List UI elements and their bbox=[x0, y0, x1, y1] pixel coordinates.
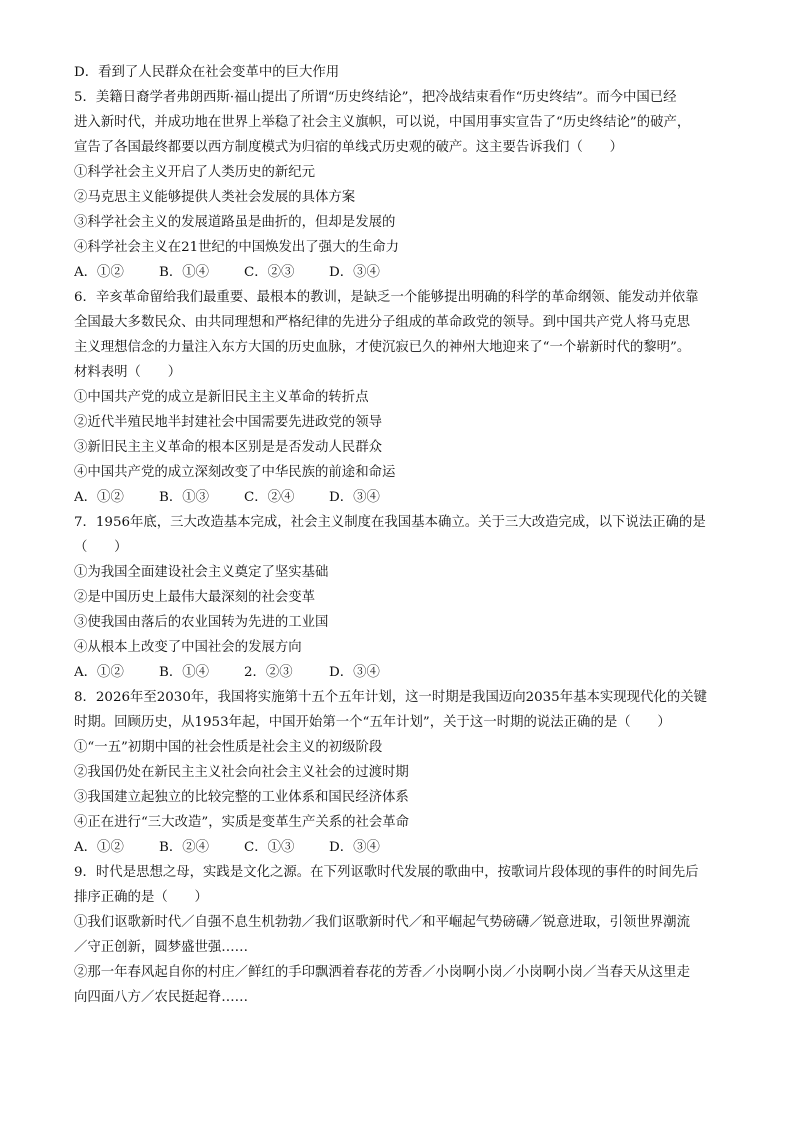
q8-stem-line: 8．2026年至2030年，我国将实施第十五个五年计划，这一时期是我国迈向2035年基本实现现代化的关键 bbox=[74, 690, 707, 705]
q5-statement-4: ④科学社会主义在21世纪的中国焕发出了强大的生命力 bbox=[74, 240, 400, 255]
q5-choice-b[interactable]: B．①④ bbox=[159, 265, 210, 280]
q6-statement-1: ①中国共产党的成立是新旧民主主义革命的转折点 bbox=[74, 390, 369, 405]
q6-choice-d[interactable]: D．③④ bbox=[329, 490, 380, 505]
question-6 bbox=[74, 285, 734, 510]
q9-lyric-line: ／守正创新，圆梦盛世强…… bbox=[74, 940, 249, 955]
q6-statement-2: ②近代半殖民地半封建社会中国需要先进政党的领导 bbox=[74, 415, 382, 430]
q9-lyric-line: ①我们讴歌新时代／自强不息生机勃勃／我们讴歌新时代／和平崛起气势磅礴／锐意进取，引领世界潮流 bbox=[74, 915, 690, 930]
q5-choice-d[interactable]: D．③④ bbox=[329, 265, 380, 280]
q6-choices bbox=[74, 485, 734, 510]
q6-stem-line: 全国最大多数民众、由共同理想和严格纪律的先进分子组成的革命政党的领导。到中国共产党人将马克思 bbox=[74, 315, 690, 330]
question-list bbox=[74, 60, 734, 1010]
question-5 bbox=[74, 85, 734, 285]
q8-choice-b[interactable]: B．②④ bbox=[159, 840, 210, 855]
q7-statement-3: ③使我国由落后的农业国转为先进的工业国 bbox=[74, 615, 329, 630]
q6-choice-a[interactable]: A．①② bbox=[74, 490, 124, 505]
q5-statement-1: ①科学社会主义开启了人类历史的新纪元 bbox=[74, 165, 316, 180]
q7-choice-d[interactable]: D．③④ bbox=[329, 665, 380, 680]
q7-statement-4: ④从根本上改变了中国社会的发展方向 bbox=[74, 640, 302, 655]
q8-statement-4: ④正在进行“三大改造”，实质是变革生产关系的社会革命 bbox=[74, 815, 410, 830]
q7-choices bbox=[74, 660, 734, 685]
q9-stem-line: 9．时代是思想之母，实践是文化之源。在下列讴歌时代发展的歌曲中，按歌词片段体现的事件的时间先后 bbox=[74, 865, 699, 880]
question-9 bbox=[74, 860, 734, 1010]
q7-choice-b[interactable]: B．①④ bbox=[159, 665, 210, 680]
q8-choice-a[interactable]: A．①② bbox=[74, 840, 124, 855]
q7-stem-line: （ ） bbox=[74, 540, 128, 555]
q7-choice-a[interactable]: A．①② bbox=[74, 665, 124, 680]
q4-option-d: D．看到了人民群众在社会变革中的巨大作用 bbox=[74, 65, 340, 80]
q8-statement-3: ③我国建立起独立的比较完整的工业体系和国民经济体系 bbox=[74, 790, 409, 805]
q5-statement-2: ②马克思主义能够提供人类社会发展的具体方案 bbox=[74, 190, 356, 205]
q6-choice-c[interactable]: C．②④ bbox=[244, 490, 295, 505]
q7-stem-line: 7．1956年底，三大改造基本完成，社会主义制度在我国基本确立。关于三大改造完成，以下说法正确的是 bbox=[74, 515, 706, 530]
q6-stem-line: 主义理想信念的力量注入东方大国的历史血脉，才使沉寂已久的神州大地迎来了“一个崭新时代的黎明”。 bbox=[74, 340, 691, 355]
q9-stem-line: 排序正确的是（ ） bbox=[74, 890, 208, 905]
q8-choice-c[interactable]: C．①③ bbox=[244, 840, 295, 855]
q8-choice-d[interactable]: D．③④ bbox=[329, 840, 380, 855]
q8-statement-2: ②我国仍处在新民主主义社会向社会主义社会的过渡时期 bbox=[74, 765, 409, 780]
q6-statement-4: ④中国共产党的成立深刻改变了中华民族的前途和命运 bbox=[74, 465, 396, 480]
q5-choices bbox=[74, 260, 734, 285]
q8-stem-line: 时期。回顾历史，从1953年起，中国开始第一个“五年计划”，关于这一时期的说法正确的是（ ） bbox=[74, 715, 671, 730]
question-8 bbox=[74, 685, 734, 860]
q7-statement-2: ②是中国历史上最伟大最深刻的社会变革 bbox=[74, 590, 316, 605]
q5-choice-a[interactable]: A．①② bbox=[74, 265, 124, 280]
q5-choice-c[interactable]: C．②③ bbox=[244, 265, 295, 280]
q7-choice-c[interactable]: 2．②③ bbox=[244, 665, 293, 680]
q5-stem-line: 进入新时代，并成功地在世界上举稳了社会主义旗帜，可以说，中国用事实宣告了“历史终结论”的破产， bbox=[74, 115, 691, 130]
q6-statement-3: ③新旧民主主义革命的根本区别是是否发动人民群众 bbox=[74, 440, 382, 455]
q6-stem-line: 材料表明（ ） bbox=[74, 365, 182, 380]
question-7 bbox=[74, 510, 734, 685]
q6-choice-b[interactable]: B．①③ bbox=[159, 490, 210, 505]
q8-choices bbox=[74, 835, 734, 860]
q7-statement-1: ①为我国全面建设社会主义奠定了坚实基础 bbox=[74, 565, 329, 580]
q5-stem-line: 5．美籍日裔学者弗朗西斯·福山提出了所谓“历史终结论”，把冷战结束看作“历史终结”。而今中国已经 bbox=[74, 90, 677, 105]
q8-statement-1: ①“一五”初期中国的社会性质是社会主义的初级阶段 bbox=[74, 740, 383, 755]
q5-statement-3: ③科学社会主义的发展道路虽是曲折的，但却是发展的 bbox=[74, 215, 396, 230]
q9-lyric-line: 向四面八方／农民挺起脊…… bbox=[74, 990, 249, 1005]
q5-stem-line: 宣告了各国最终都要以西方制度模式为归宿的单线式历史观的破产。这主要告诉我们（ ） bbox=[74, 140, 624, 155]
q9-lyric-line: ②那一年春风起自你的村庄／鲜红的手印飘洒着春花的芳香／小岗啊小岗／小岗啊小岗／当春天从这里走 bbox=[74, 965, 690, 980]
q6-stem-line: 6．辛亥革命留给我们最重要、最根本的教训，是缺乏一个能够提出明确的科学的革命纲领、能发动并依靠 bbox=[74, 290, 699, 305]
